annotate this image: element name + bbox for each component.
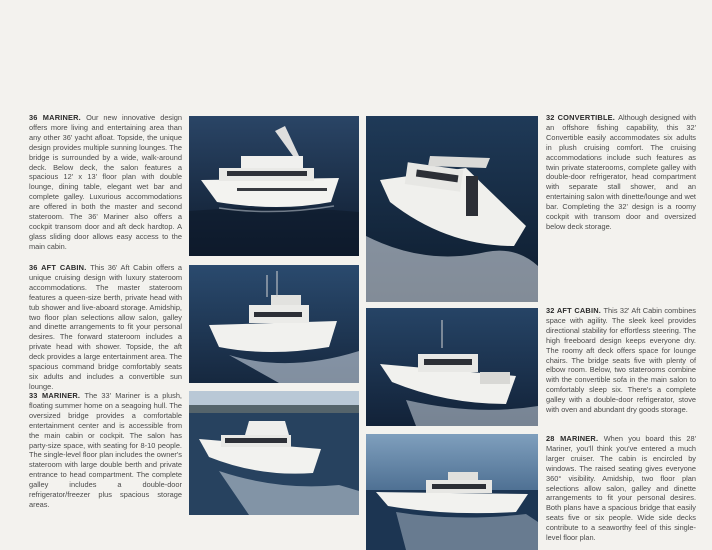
text-32-convertible: Although designed with an offshore fishing capability, this 32' Convertible easily accommodates six adults in plush cruising comfort. The cruising accommodations include such features as twin private staterooms, complete galley with double-door refrigerator, head compartment with separate stall shower, and an entertaining salon with dinette/lounge and wet bar. Completing the 32' design is a roomy cockpit with transom door and oversized below deck storage. — [546, 113, 696, 231]
blurb-28-mariner — [546, 434, 696, 543]
heading-32-convertible: 32 CONVERTIBLE. — [546, 113, 619, 122]
text-33-mariner: The 33' Mariner is a plush, floating summer home on a seagoing hull. The oversized bridge provides a comfortable entertainment center and is accessible from the main cabin or cockpit. The salon has party-size space, with seating for 8-10 people. The single-level floor plan includes the owner's stateroom with large double berth and private entrance to head compartment. The complete galley includes a double-door refrigerator/freezer plus spacious storage areas. — [29, 391, 183, 509]
text-36-aft-cabin: This 36' Aft Cabin offers a unique cruising design with luxury stateroom accommodations. The master stateroom features a queen-size berth, private head with tub shower and live-aboard storage. Amidship, two floor plan selections allow salon, galley and dinette arrangements to fit your personal desires. The forward stateroom includes a private head with shower. Topside, the aft deck provides a large entertainment area. The spacious command bridge comfortably seats six adults and includes a convertible sun lounge. — [29, 263, 182, 391]
blurb-32-convertible — [546, 113, 696, 232]
photo-28-mariner — [366, 434, 538, 550]
text-28-mariner: When you board this 28' Mariner, you'll think you've entered a much larger cruiser. The cabin is encircled by windows. The raised seating gives everyone 360° visibility. Amidship, two floor plan selections allow salon, galley and dinette arrangements to fit your personal desires. Both plans have a spacious bridge that easily seats five or six people. Wide side decks contribute to a seaworthy feel of this single-level floor plan. — [546, 434, 696, 543]
photo-36-mariner — [189, 116, 359, 256]
blurb-33-mariner — [29, 391, 182, 510]
heading-32-aft-cabin: 32 AFT CABIN. — [546, 306, 604, 315]
photo-32-convertible — [366, 116, 538, 302]
text-36-mariner: Our new innovative design offers more living and entertaining area than any other 36' yacht afloat. Topside, the unique design provides multiple sunning lounges. The bridge is surrounded by a wide, walk-around deck. Below deck, the salon features a spacious 12' x 13' floor plan with double lounge, dining table, elegant wet bar and complete galley. Luxurious accommodations are offered in both the master and second stateroom. The 36' Mariner also offers a cockpit transom door and aft deck hardtop. A glass sliding door allows easy access to the main cabin. — [29, 113, 182, 251]
text-32-aft-cabin: This 32' Aft Cabin combines space with agility. The sleek keel provides directional stability for effortless steering. The high freeboard design keeps everyone dry. The roomy aft deck offers space for lounge chairs. The bridge seats five with plenty of elbow room. Below, two staterooms combine with the convertible sofa in the main salon to comfortably sleep six. There's a complete galley with a double-door refrigerator, stove with oven and abundant dry goods storage. — [546, 306, 696, 415]
heading-33-mariner: 33 MARINER. — [29, 391, 85, 400]
blurb-36-mariner — [29, 113, 182, 252]
blurb-36-aft-cabin — [29, 263, 182, 392]
heading-36-mariner: 36 MARINER. — [29, 113, 87, 122]
heading-28-mariner: 28 MARINER. — [546, 434, 604, 443]
photo-36-aft-cabin — [189, 265, 359, 383]
photo-33-mariner — [189, 391, 359, 515]
blurb-32-aft-cabin — [546, 306, 696, 415]
heading-36-aft-cabin: 36 AFT CABIN. — [29, 263, 91, 272]
photo-32-aft-cabin — [366, 308, 538, 426]
